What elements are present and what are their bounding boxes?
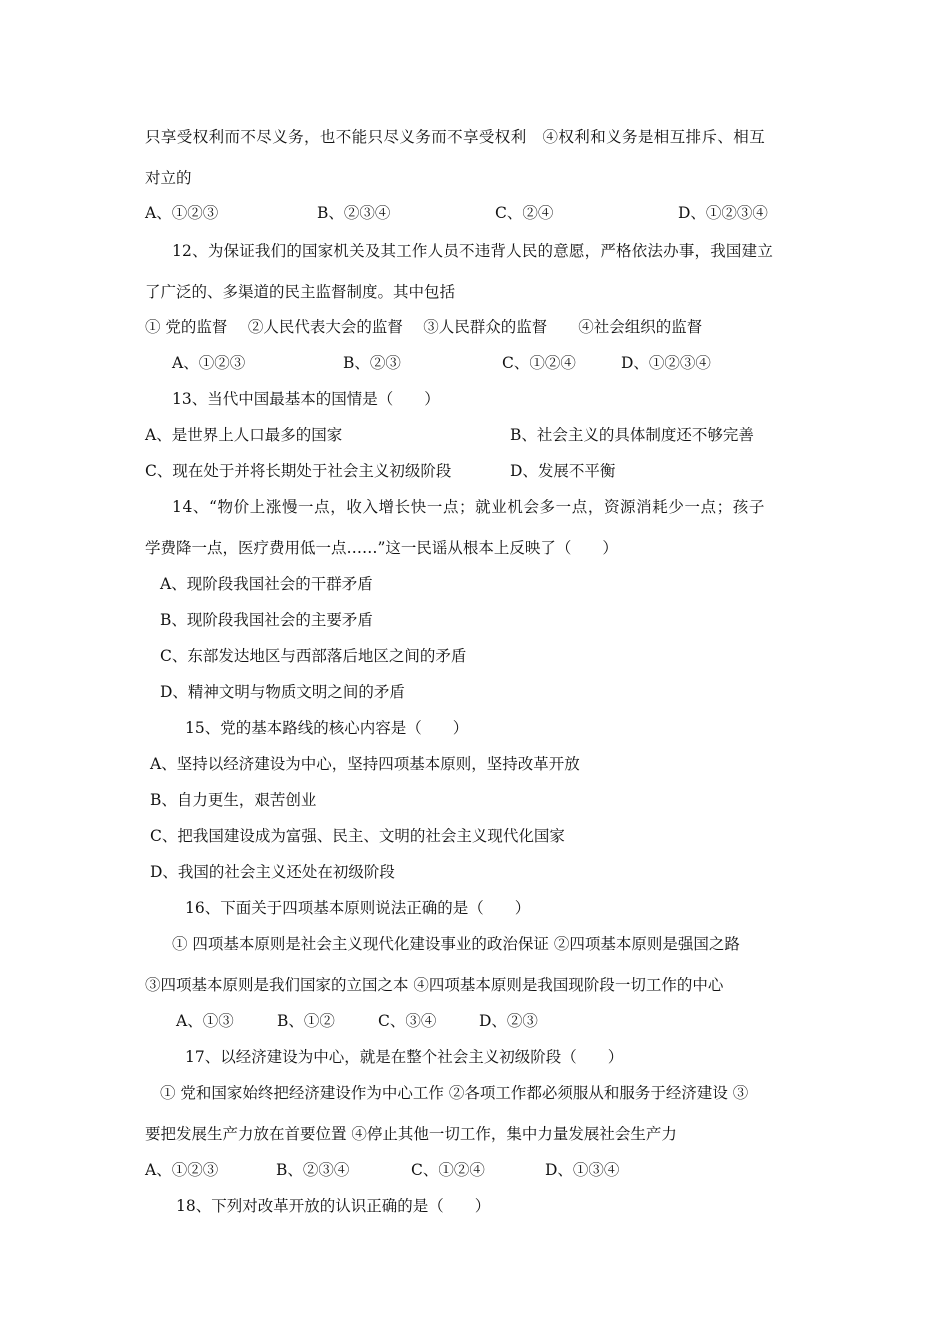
question-11-option-b: B、②③④ bbox=[317, 204, 391, 222]
question-17-option-c: C、①②④ bbox=[411, 1161, 485, 1179]
question-13-option-b: B、社会主义的具体制度还不够完善 bbox=[510, 426, 754, 444]
question-15-stem: 15、党的基本路线的核心内容是（ ） bbox=[185, 719, 469, 737]
question-16-option-a: A、①③ bbox=[176, 1012, 234, 1030]
question-16-stem: 16、下面关于四项基本原则说法正确的是（ ） bbox=[185, 899, 531, 917]
question-16-option-c: C、③④ bbox=[378, 1012, 437, 1030]
question-12-stem-line-2: 了广泛的、多渠道的民主监督制度。其中包括 bbox=[145, 283, 456, 301]
question-14-stem-line-1: 14、“物价上涨慢一点，收入增长快一点；就业机会多一点，资源消耗少一点；孩子 bbox=[172, 498, 765, 516]
question-12-stem-line-1: 12、为保证我们的国家机关及其工作人员不违背人民的意愿，严格依法办事，我国建立 bbox=[172, 242, 774, 260]
question-13-stem: 13、当代中国最基本的国情是（ ） bbox=[172, 390, 440, 408]
question-16-option-d: D、②③ bbox=[479, 1012, 538, 1030]
question-12-option-c: C、①②④ bbox=[502, 354, 576, 372]
question-15-option-b: B、自力更生，艰苦创业 bbox=[150, 791, 317, 809]
question-15-option-d: D、我国的社会主义还处在初级阶段 bbox=[150, 863, 395, 881]
question-15-option-c: C、把我国建设成为富强、民主、文明的社会主义现代化国家 bbox=[150, 827, 565, 845]
question-15-option-a: A、坚持以经济建设为中心，坚持四项基本原则，坚持改革开放 bbox=[150, 755, 580, 773]
question-14-option-b: B、现阶段我国社会的主要矛盾 bbox=[160, 611, 373, 629]
question-17-option-b: B、②③④ bbox=[276, 1161, 350, 1179]
question-11-text-line-1: 只享受权利而不尽义务，也不能只尽义务而不享受权利 ④权利和义务是相互排斥、相互 bbox=[145, 128, 766, 146]
question-17-option-d: D、①③④ bbox=[545, 1161, 620, 1179]
question-16-items-line-2: ③四项基本原则是我们国家的立国之本 ④四项基本原则是我国现阶段一切工作的中心 bbox=[145, 976, 724, 994]
question-14-option-c: C、东部发达地区与西部落后地区之间的矛盾 bbox=[160, 647, 467, 665]
question-14-stem-line-2: 学费降一点，医疗费用低一点……”这一民谣从根本上反映了（ ） bbox=[145, 539, 618, 557]
question-17-items-line-1: ① 党和国家始终把经济建设作为中心工作 ②各项工作都必须服从和服务于经济建设 ③ bbox=[160, 1084, 749, 1102]
question-17-items-line-2: 要把发展生产力放在首要位置 ④停止其他一切工作，集中力量发展社会生产力 bbox=[145, 1125, 677, 1143]
question-11-option-a: A、①②③ bbox=[145, 204, 219, 222]
question-12-items: ① 党的监督 ②人民代表大会的监督 ③人民群众的监督 ④社会组织的监督 bbox=[145, 318, 703, 336]
question-17-stem: 17、以经济建设为中心，就是在整个社会主义初级阶段（ ） bbox=[185, 1048, 624, 1066]
question-13-option-d: D、发展不平衡 bbox=[510, 462, 616, 480]
question-12-option-b: B、②③ bbox=[343, 354, 401, 372]
question-13-option-c: C、现在处于并将长期处于社会主义初级阶段 bbox=[145, 462, 452, 480]
question-11-option-d: D、①②③④ bbox=[678, 204, 768, 222]
question-14-option-a: A、现阶段我国社会的干群矛盾 bbox=[160, 575, 373, 593]
question-11-text-line-2: 对立的 bbox=[145, 169, 192, 187]
question-16-items-line-1: ① 四项基本原则是社会主义现代化建设事业的政治保证 ②四项基本原则是强国之路 bbox=[172, 935, 740, 953]
question-12-option-d: D、①②③④ bbox=[621, 354, 711, 372]
question-17-option-a: A、①②③ bbox=[145, 1161, 219, 1179]
question-13-option-a: A、是世界上人口最多的国家 bbox=[145, 426, 343, 444]
question-11-option-c: C、②④ bbox=[495, 204, 554, 222]
question-12-option-a: A、①②③ bbox=[172, 354, 246, 372]
question-18-stem: 18、下列对改革开放的认识正确的是（ ） bbox=[176, 1197, 491, 1215]
question-14-option-d: D、精神文明与物质文明之间的矛盾 bbox=[160, 683, 405, 701]
question-16-option-b: B、①② bbox=[277, 1012, 335, 1030]
